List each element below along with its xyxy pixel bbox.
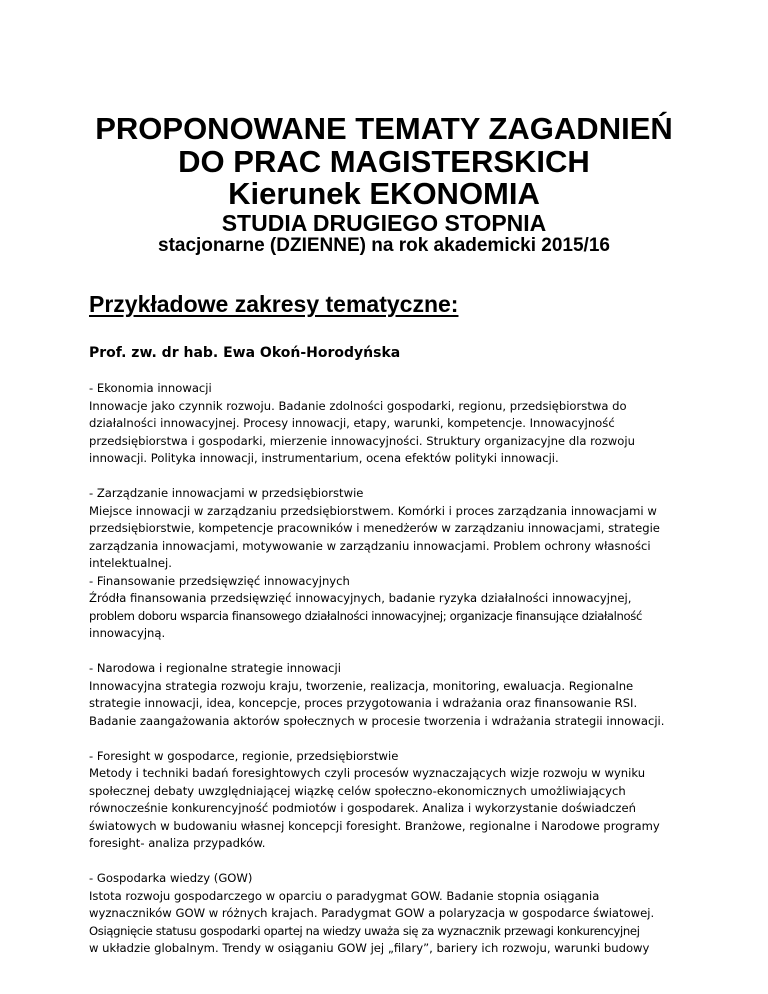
title-line-2: DO PRAC MAGISTERSKICH: [178, 144, 590, 179]
topic-title: - Ekonomia innowacji: [89, 381, 212, 395]
topic-text-line: działalności innowacyjnej. Procesy innowacji, etapy, warunki, kompetencje. Innowacyjność: [89, 416, 615, 430]
topic-text-line: Badanie zaangażowania aktorów społecznych w procesie tworzenia i wdrażania strategii innowacji.: [89, 713, 665, 728]
title-line-5: stacjonarne (DZIENNE) na rok akademicki 2015/16: [158, 235, 610, 256]
title-line-1: PROPONOWANE TEMATY ZAGADNIEŃ: [95, 111, 673, 146]
topic-2: [89, 485, 689, 643]
section-heading: Przykładowe zakresy tematyczne:: [89, 291, 459, 317]
topic-text-line: w układzie globalnym. Trendy w osiąganiu GOW jej „filary”, bariery ich rozwoju, warunki budowy: [89, 941, 650, 955]
topic-text-line: intelektualnej.: [89, 556, 172, 570]
topic-5: [89, 870, 689, 958]
title-line-3: Kierunek EKONOMIA: [228, 176, 540, 211]
topic-text-line: równocześnie konkurencyjność podmiotów i gospodarek. Analiza i wykorzystanie doświadczeń: [89, 801, 636, 815]
topic-text-line: innowacji. Polityka innowacji, instrumentarium, ocena efektów polityki innowacji.: [89, 451, 559, 465]
topic-text-line: Innowacyjna strategia rozwoju kraju, tworzenie, realizacja, monitoring, ewaluacja. Regionalne: [89, 678, 634, 693]
topic-text-line: przedsiębiorstwie, kompetencje pracowników i menedżerów w zarządzaniu innowacjami, strategie: [89, 521, 660, 535]
topic-text-line: Osiągnięcie statusu gospodarki opartej na wiedzy uważa się za wyznacznik przewagi konkurencyjnej: [89, 923, 640, 938]
title-line-4: STUDIA DRUGIEGO STOPNIA: [221, 210, 547, 236]
topic-text-line: problem doboru wsparcia finansowego działalności innowacyjnej; organizacje finansujące działalność: [89, 608, 642, 623]
topic-text-line: przedsiębiorstwa i gospodarki, mierzenie innowacyjności. Struktury organizacyjne dla rozwoju: [89, 433, 635, 448]
topic-title: - Gospodarka wiedzy (GOW): [89, 871, 253, 885]
topic-text-line: Miejsce innowacji w zarządzaniu przedsiębiorstwem. Komórki i proces zarządzania innowacjami w: [89, 503, 657, 518]
topic-subtitle: - Finansowanie przedsięwzięć innowacyjnych: [89, 573, 350, 588]
topic-text-line: Metody i techniki badań foresightowych czyli procesów wyznaczających wizje rozwoju w wyniku: [89, 766, 646, 780]
topic-1: [89, 380, 689, 468]
topic-text-line: wyznaczników GOW w różnych krajach. Paradygmat GOW a polaryzacja w gospodarce światowej.: [89, 906, 655, 920]
topic-text-line: społecznej debaty uwzględniającej wiązkę celów społeczno-ekonomicznych umożliwiających: [89, 783, 626, 798]
topic-text-line: światowych w budowaniu własnej koncepcji foresight. Branżowe, regionalne i Narodowe programy: [89, 818, 660, 833]
author-name: Prof. zw. dr hab. Ewa Okoń-Horodyńska: [89, 345, 401, 361]
topic-text-line: foresight- analiza przypadków.: [89, 836, 266, 850]
topic-text-line: zarządzania innowacjami, motywowanie w zarządzaniu innowacjami. Problem ochrony własności: [89, 538, 651, 553]
topic-text-line: Źródła finansowania przedsięwzięć innowacyjnych, badanie ryzyka działalności innowacyjnej,: [89, 591, 632, 605]
topics-list: [89, 380, 689, 975]
topic-text-line: Istota rozwoju gospodarczego w oparciu o paradygmat GOW. Badanie stopnia osiągania: [89, 888, 600, 903]
topic-title: - Narodowa i regionalne strategie innowacji: [89, 661, 341, 675]
topic-text-line: Innowacje jako czynnik rozwoju. Badanie zdolności gospodarki, regionu, przedsiębiorstwa do: [89, 398, 627, 413]
topic-text-line: strategie innowacji, idea, koncepcje, proces przygotowania i wdrażania oraz finansowanie RSI.: [89, 696, 638, 710]
topic-title: - Foresight w gospodarce, regionie, przedsiębiorstwie: [89, 748, 399, 763]
topic-title: - Zarządzanie innowacjami w przedsiębiorstwie: [89, 486, 364, 500]
topic-4: [89, 748, 689, 853]
topic-text-line: innowacyjną.: [89, 626, 166, 640]
topic-3: [89, 660, 689, 730]
